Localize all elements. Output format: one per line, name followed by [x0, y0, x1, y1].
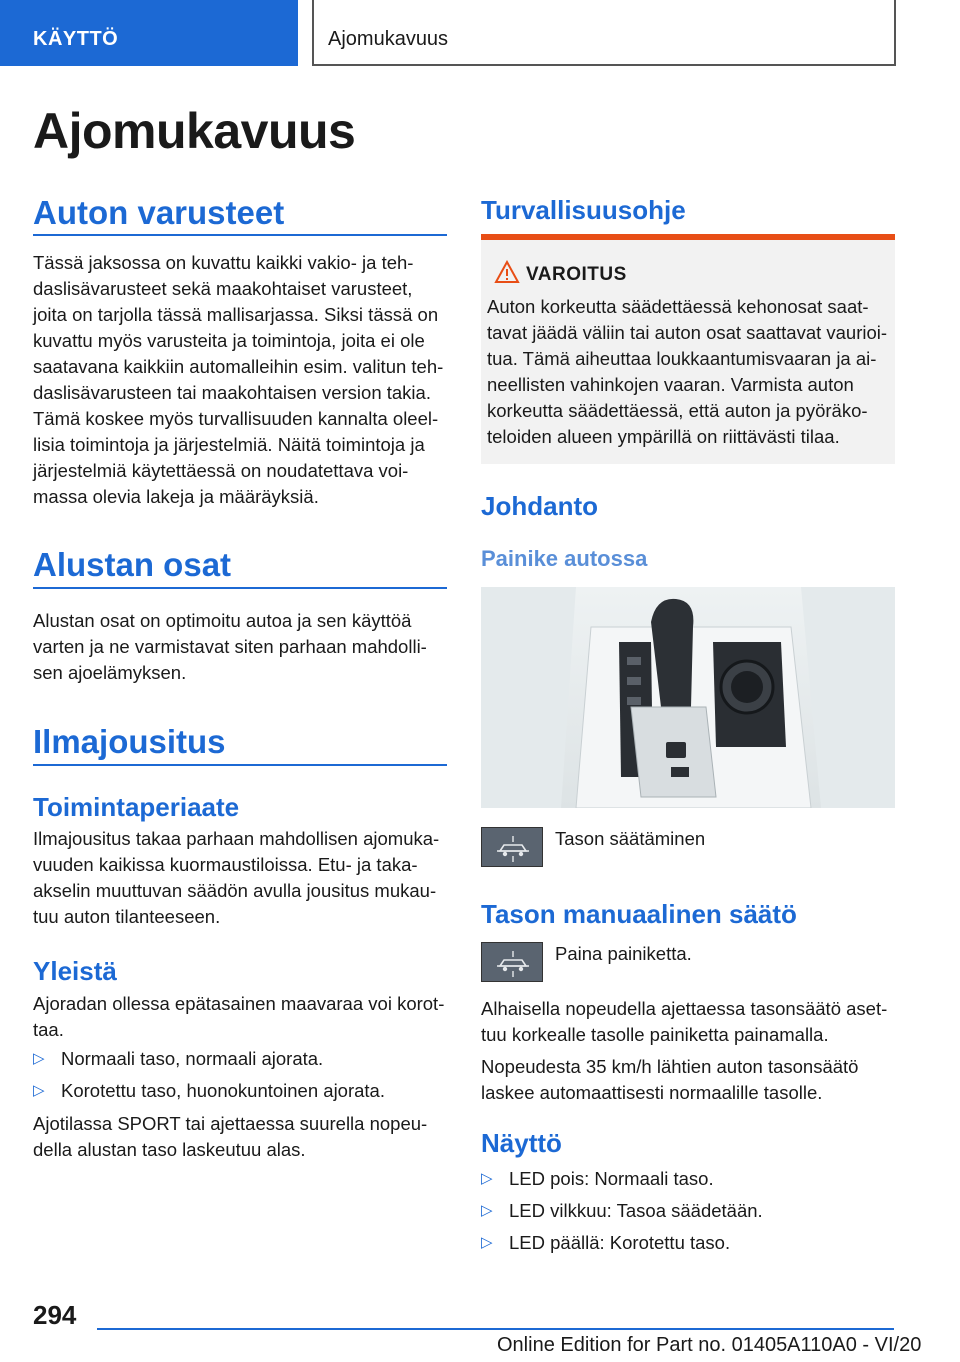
text-line: akselin muuttuvan säädön avulla jousitus mukau-: [33, 880, 437, 901]
text-line: Alhaisella nopeudella ajettaessa tasonsäätö aset-: [481, 998, 888, 1019]
text-line: lisia toimintoja ja järjestelmiä. Näitä toimintoja ja: [33, 434, 425, 455]
text-line: tuu auton tilanteeseen.: [33, 906, 221, 927]
paragraph-yleista: [33, 991, 447, 1043]
text-line: korkeutta säädettäessä, että auton ja pyöräko-: [487, 400, 868, 421]
chapter-title-box: [312, 0, 896, 66]
text-line: tavat jäädä väliin tai auton osat saattavat vaurioi-: [487, 322, 888, 343]
text-line: sen ajoelämyksen.: [33, 662, 187, 683]
text-line: joita on tarjolla tässä mallisarjassa. Siksi tässä on: [33, 304, 439, 325]
text-line: Tämä koskee myös turvallisuuden kannalta oleel-: [33, 408, 439, 429]
triangle-bullet-icon: ▷: [33, 1050, 45, 1067]
paragraph-toimintaperiaate: [33, 826, 447, 930]
paragraph-alustan-osat: [33, 608, 447, 686]
text-line: teloiden alueen ympärillä on riittävästi tilaa.: [487, 426, 840, 447]
heading-rule: [33, 587, 447, 589]
heading-ilmajousitus: Ilmajousitus: [33, 723, 226, 760]
text-line: Tässä jaksossa on kuvattu kaikki vakio- ja teh-: [33, 252, 414, 273]
text-line: laskee automaattisesti normaalille tasolle.: [481, 1082, 823, 1103]
text-line: Ilmajousitus takaa parhaan mahdollisen ajomuka-: [33, 828, 440, 849]
page-title: Ajomukavuus: [33, 103, 356, 159]
section-tab-label: KÄYTTÖ: [33, 28, 119, 50]
heading-johdanto: Johdanto: [481, 491, 598, 521]
text-line: Alustan osat on optimoitu autoa ja sen käyttöä: [33, 610, 412, 631]
text-line: Ajoradan ollessa epätasainen maavaraa voi korot-: [33, 993, 445, 1014]
text-line: saatavana kaikkiin automalleihin esim. valitun teh-: [33, 356, 444, 377]
list-item-text: LED vilkkuu: Tasoa säädetään.: [509, 1200, 763, 1221]
page-number: 294: [33, 1300, 77, 1330]
heading-tason-manuaalinen-saato: Tason manuaalinen säätö: [481, 899, 797, 929]
text-line: taa.: [33, 1019, 64, 1040]
paragraph-auton-varusteet: [33, 250, 447, 510]
footer-rule: [97, 1328, 894, 1330]
triangle-bullet-icon: ▷: [33, 1082, 45, 1099]
warning-text: [487, 294, 893, 450]
section-tab: [0, 0, 298, 66]
chapter-title: Ajomukavuus: [328, 28, 449, 50]
list-item-text: LED pois: Normaali taso.: [509, 1168, 714, 1189]
heading-painike-autossa: Painike autossa: [481, 546, 648, 571]
paragraph-sport: [33, 1111, 447, 1163]
triangle-bullet-icon: ▷: [481, 1202, 493, 1219]
warning-triangle-icon: [494, 260, 520, 284]
button-caption: Tason säätäminen: [555, 828, 706, 849]
text-line: della alustan taso laskeutuu alas.: [33, 1139, 306, 1160]
car-level-icon: [482, 828, 544, 868]
center-console-photo: [481, 587, 895, 808]
heading-yleista: Yleistä: [33, 956, 117, 986]
paragraph-manual-1: [481, 996, 895, 1048]
text-line: tuu korkealle tasolle painiketta painamalla.: [481, 1024, 829, 1045]
warning-title: VAROITUS: [526, 264, 627, 285]
text-line: Ajotilassa SPORT tai ajettaessa suurella nopeu-: [33, 1113, 428, 1134]
heading-toimintaperiaate: Toimintaperiaate: [33, 792, 240, 822]
text-line: neellisten vahinkojen vaaran. Varmista auton: [487, 374, 854, 395]
heading-rule: [33, 764, 447, 766]
text-line: tua. Tämä aiheuttaa loukkaantumisvaaran ja ai-: [487, 348, 877, 369]
center-console-illustration: [481, 587, 895, 808]
warning-box: [481, 240, 895, 464]
text-line: vuuden kaikissa kuormaustiloissa. Etu- ja taka-: [33, 854, 418, 875]
text-line: järjestelmiä käytettäessä on noudatettava voi-: [33, 460, 409, 481]
text-line: varten ja ne varmistavat siten parhaan mahdolli-: [33, 636, 427, 657]
level-adjust-button-icon: [481, 942, 543, 982]
list-item-text: Korotettu taso, huonokuntoinen ajorata.: [61, 1080, 385, 1101]
heading-auton-varusteet: Auton varusteet: [33, 194, 285, 231]
heading-naytto: Näyttö: [481, 1128, 562, 1158]
text-line: kuvattu myös varusteita ja toimintoja, joita ei ole: [33, 330, 425, 351]
heading-rule: [33, 234, 447, 236]
manual-caption: Paina painiketta.: [555, 943, 692, 964]
triangle-bullet-icon: ▷: [481, 1170, 493, 1187]
page-footer: [0, 1290, 960, 1362]
text-line: Nopeudesta 35 km/h lähtien auton tasonsäätö: [481, 1056, 859, 1077]
list-item-text: LED päällä: Korotettu taso.: [509, 1232, 731, 1253]
footer-edition: Online Edition for Part no. 01405A110A0 - VI/20: [497, 1334, 922, 1356]
triangle-bullet-icon: ▷: [481, 1234, 493, 1251]
car-level-icon: [482, 943, 544, 983]
level-adjust-button-icon: [481, 827, 543, 867]
page-header: [0, 0, 960, 66]
text-line: daslisävarusteen tai maakohtaisen version takia.: [33, 382, 431, 403]
text-line: Auton korkeutta säädettäessä kehonosat saat-: [487, 296, 869, 317]
paragraph-manual-2: [481, 1054, 895, 1106]
text-line: daslisävarusteet sekä maakohtaiset varusteet,: [33, 278, 413, 299]
list-item-text: Normaali taso, normaali ajorata.: [61, 1048, 324, 1069]
heading-turvallisuusohje: Turvallisuusohje: [481, 195, 686, 225]
heading-alustan-osat: Alustan osat: [33, 546, 232, 583]
text-line: massa olevia lakeja ja määräyksiä.: [33, 486, 319, 507]
